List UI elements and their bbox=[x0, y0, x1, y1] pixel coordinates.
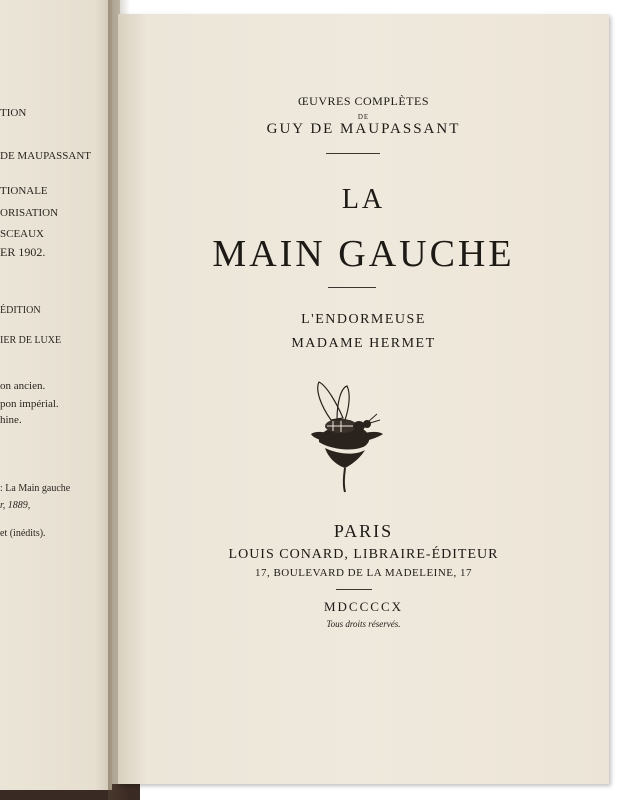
left-page-line: : La Main gauche bbox=[0, 483, 71, 494]
left-page-line: TIONALE bbox=[0, 185, 48, 197]
left-page-line: ÉDITION bbox=[0, 305, 41, 316]
title-page bbox=[118, 14, 609, 784]
left-page-line: on ancien. bbox=[0, 380, 46, 392]
divider-rule bbox=[328, 287, 376, 288]
left-page-line: DE MAUPASSANT bbox=[0, 150, 91, 162]
publication-year: MDCCCCX bbox=[323, 599, 404, 614]
contents-item: MADAME HERMET bbox=[291, 336, 436, 351]
divider-rule bbox=[326, 153, 380, 154]
bee-on-flower-icon bbox=[303, 376, 395, 494]
series-connector: DE bbox=[357, 113, 370, 121]
contents-item: L'ENDORMEUSE bbox=[301, 312, 426, 327]
left-page bbox=[0, 0, 112, 790]
left-page-line: et (inédits). bbox=[0, 528, 46, 539]
left-page-line: ORISATION bbox=[0, 207, 59, 219]
left-page-line: SCEAUX bbox=[0, 228, 45, 240]
left-page-line: hine. bbox=[0, 414, 22, 426]
author-name: GUY DE MAUPASSANT bbox=[266, 121, 461, 137]
left-page-line: r, 1889, bbox=[0, 500, 31, 511]
rights-notice: Tous droits réservés. bbox=[326, 619, 401, 629]
publisher-address: 17, BOULEVARD DE LA MADELEINE, 17 bbox=[254, 567, 473, 579]
left-page-line: pon impérial. bbox=[0, 398, 59, 410]
left-page-line: ER 1902. bbox=[0, 245, 46, 259]
divider-rule bbox=[336, 589, 372, 590]
left-page-line: TION bbox=[0, 107, 27, 119]
book-title-line2: MAIN GAUCHE bbox=[212, 233, 515, 275]
publisher-name: LOUIS CONARD, LIBRAIRE-ÉDITEUR bbox=[228, 547, 499, 562]
book-title-line1: LA bbox=[341, 184, 386, 215]
publication-city: PARIS bbox=[333, 521, 394, 541]
left-page-line: IER DE LUXE bbox=[0, 335, 62, 346]
series-title: ŒUVRES COMPLÈTES bbox=[297, 94, 430, 108]
